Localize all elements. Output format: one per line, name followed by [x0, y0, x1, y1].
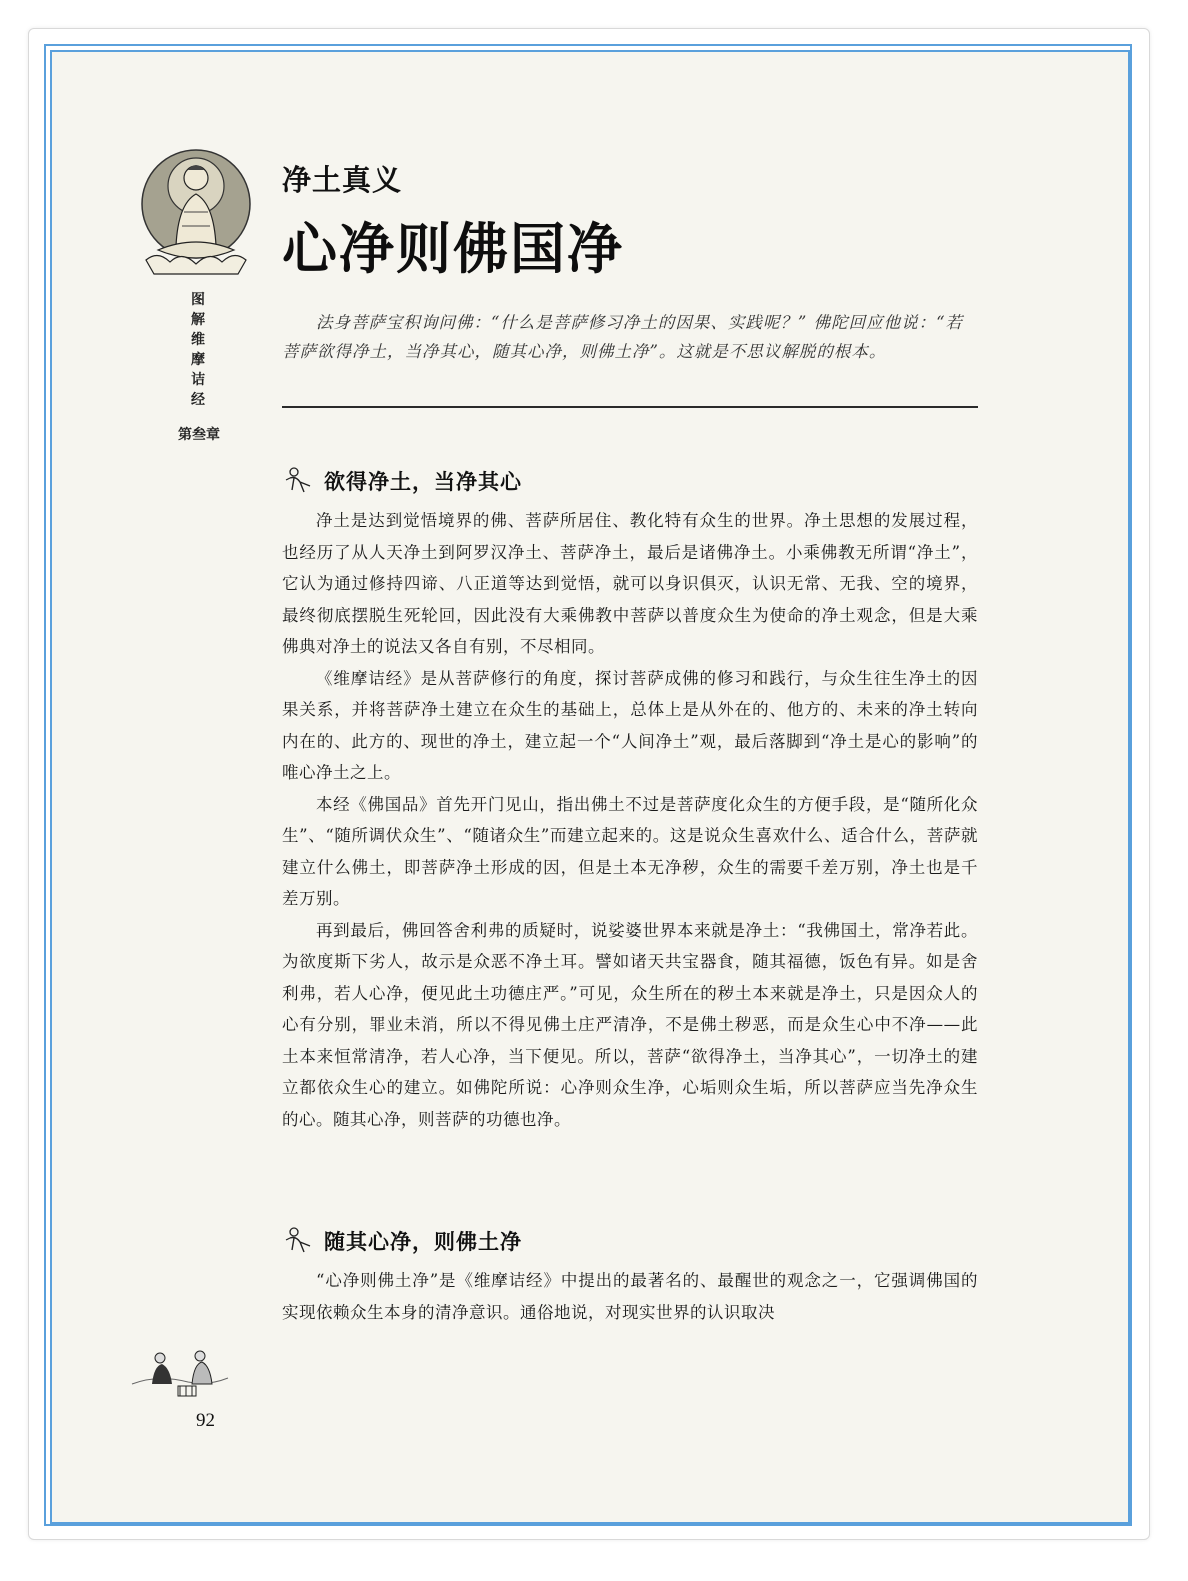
paragraph: 再到最后，佛回答舍利弗的质疑时，说娑婆世界本来就是净土：“我佛国土，常净若此。为欲度斯下劣人，故示是众恶不净土耳。譬如诸天共宝器食，随其福德，饭色有异。如是舍利弗，若人心净，便见此土功德庄严。”可见，众生所在的秽土本来就是净土，只是因众人的心有分别，罪业未消，所以不得见佛土庄严清净，不是佛土秽恶，而是众生心中不净——此土本来恒常清净，若人心净，当下便见。所以，菩萨“欲得净土，当净其心”，一切净土的建立都依众生心的建立。如佛陀所说：心净则众生净，心垢则众生垢，所以菩萨应当先净众生的心。随其心净，则菩萨的功德也净。 [282, 920, 978, 1129]
section-heading-2 [282, 1226, 522, 1256]
scholars-figure-icon [128, 1334, 232, 1404]
chapter-label: 第叁章 [178, 427, 220, 443]
section-heading-text: 欲得净土，当净其心 [324, 470, 522, 494]
page-title: 心净则佛国净 [282, 217, 625, 281]
section-heading-text: 随其心净，则佛土净 [324, 1230, 522, 1254]
section-body-2 [282, 1265, 978, 1328]
page-number: 92 [196, 1410, 215, 1431]
figure-heading-icon [282, 466, 318, 496]
paragraph: “心净则佛土净”是《维摩诘经》中提出的最著名的、最醒世的观念之一，它强调佛国的实现依赖众生本身的清净意识。通俗地说，对现实世界的认识取决 [282, 1271, 978, 1322]
paragraph: 净土是达到觉悟境界的佛、菩萨所居住、教化特有众生的世界。净土思想的发展过程，也经历了从人天净土到阿罗汉净土、菩萨净土，最后是诸佛净土。小乘佛教无所谓“净土”，它认为通过修持四谛、八正道等达到觉悟，就可以身识俱灭，认识无常、无我、空的境界，最终彻底摆脱生死轮回，因此没有大乘佛教中菩萨以普度众生为使命的净土观念，但是大乘佛典对净土的说法又各自有别，不尽相同。 [282, 511, 978, 656]
book-title-vertical: 图解维摩诘经 [191, 292, 205, 408]
intro-paragraph: 法身菩萨宝积询问佛：“什么是菩萨修习净土的因果、实践呢？” 佛陀回应他说：“若菩萨欲得净土，当净其心，随其心净，则佛土净”。这就是不思议解脱的根本。 [282, 313, 964, 361]
section-heading-1 [282, 466, 522, 496]
figure-heading-icon [282, 1226, 318, 1256]
section-body-1 [282, 505, 978, 1135]
section-label: 净土真义 [282, 163, 403, 197]
intro-divider [282, 406, 978, 408]
paragraph: 本经《佛国品》首先开门见山，指出佛土不过是菩萨度化众生的方便手段，是“随所化众生”、“随所调伏众生”、“随诸众生”而建立起来的。这是说众生喜欢什么、适合什么，菩萨就建立什么佛土，即菩萨净土形成的因，但是土本无净秽，众生的需要千差万别，净土也是千差万别。 [282, 794, 978, 908]
buddha-medallion-icon [138, 142, 254, 280]
paragraph: 《维摩诘经》是从菩萨修行的角度，探讨菩萨成佛的修习和践行，与众生往生净土的因果关系，并将菩萨净土建立在众生的基础上，总体上是从外在的、他方的、未来的净土转向内在的、此方的、现世的净土，建立起一个“人间净土”观，最后落脚到“净土是心的影响”的唯心净土之上。 [282, 668, 978, 782]
